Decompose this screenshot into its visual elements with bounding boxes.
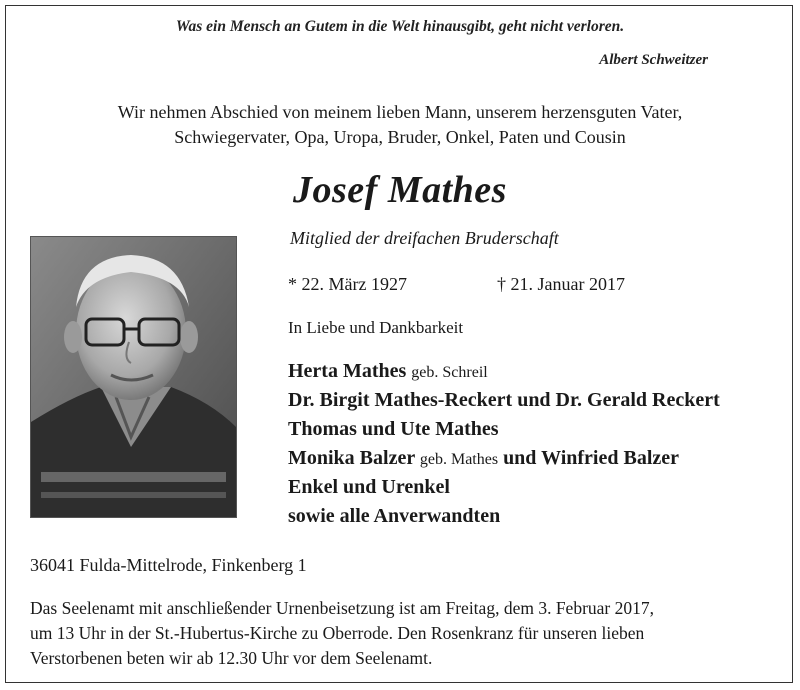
portrait-photo (30, 236, 237, 518)
notice-line-2: um 13 Uhr in der St.-Hubertus-Kirche zu Oberrode. Den Rosenkranz für unseren lieben (30, 623, 645, 643)
notice-line-1: Das Seelenamt mit anschließender Urnenbeisetzung ist am Freitag, dem 3. Februar 2017, (30, 598, 654, 618)
notice-line-3: Verstorbenen beten wir ab 12.30 Uhr vor dem Seelenamt. (30, 648, 433, 668)
mourner-line (288, 447, 720, 476)
mourner-line: Thomas und Ute Mathes (288, 418, 499, 440)
deceased-name: Josef Mathes (293, 169, 507, 211)
family-address: 36041 Fulda-Mittelrode, Finkenberg 1 (30, 555, 307, 575)
quote-author: Albert Schweitzer (599, 52, 708, 68)
mourner-nee: geb. Mathes (419, 451, 499, 468)
mourner-line (288, 360, 720, 389)
portrait-illustration (31, 237, 236, 517)
quote-text: Was ein Mensch an Gutem in die Welt hinausgibt, geht nicht verloren. (175, 18, 625, 35)
birth-date: * 22. März 1927 (288, 274, 407, 294)
mourner-nee: geb. Schreil (411, 364, 488, 381)
mourner-name: Herta Mathes (288, 360, 407, 382)
mourner-partner: und Winfried Balzer (503, 447, 680, 469)
death-date: † 21. Januar 2017 (497, 274, 625, 294)
mourner-line: Enkel und Urenkel (288, 476, 450, 498)
mourner-name: Monika Balzer (288, 447, 415, 469)
service-notice (30, 596, 775, 671)
mourner-line: sowie alle Anverwandten (288, 505, 501, 527)
intro-line-2: Schwiegervater, Opa, Uropa, Bruder, Onkel, Paten und Cousin (174, 127, 626, 147)
mourners-list (288, 360, 720, 534)
intro-line-1: Wir nehmen Abschied von meinem lieben Mann, unserem herzensguten Vater, (117, 102, 683, 122)
mourner-line: Dr. Birgit Mathes-Reckert und Dr. Gerald Reckert (288, 389, 720, 411)
mourners-heading: In Liebe und Dankbarkeit (288, 318, 464, 337)
deceased-subtitle: Mitglied der dreifachen Bruderschaft (290, 228, 559, 248)
intro-text (0, 100, 800, 150)
